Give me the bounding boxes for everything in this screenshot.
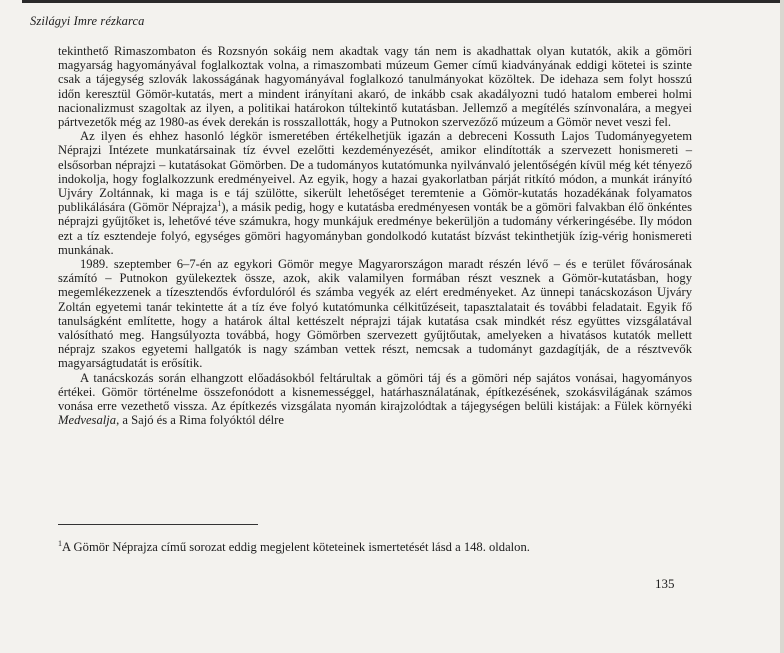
paragraph-4-italic: Medvesalja [58, 413, 117, 428]
paragraph-2 [58, 129, 692, 257]
footnote-ref: 1 [217, 199, 222, 209]
footnote [58, 540, 698, 555]
paragraph-2-rest: ), a másik pedig, hogy e kutatásba eredményesen vonták be a gömöri falvakban élő önkéntes néprajzi gyűjtőket is, lehetővé téve számukra, hogy munkájuk eredménye bekerüljön a tudomány vérkeringésébe. Ily módon ezt a tíz esztendeje folyó, egységes gömöri hagyományban gondolkodó kutatást bízvást tekinthetjük ízig-vérig honismereti munkának. [58, 200, 692, 257]
paragraph-4-text: A tanácskozás során elhangzott előadásokból feltárultak a gömöri táj és a gömöri nép sajátos vonásai, hagyományos értékei. Gömör történelme összefonódott a kisnemességgel, határhasználatának, építkezésének, szokásvilágának számos vonása erre vezethető vissza. Az építkezés vizsgálata nyomán kirajzolódtak a tájegységen belüli kistájak: a Fülek környéki [58, 370, 692, 414]
body-text [58, 44, 692, 427]
footnote-marker: 1 [58, 538, 62, 548]
page-edge [780, 0, 784, 653]
footnote-rule [58, 524, 258, 525]
paragraph-4-rest: , a Sajó és a Rima folyóktól délre [116, 413, 284, 428]
paragraph-2-text: Az ilyen és ehhez hasonló légkör ismeretében értékelhetjük igazán a debreceni Kossuth Lajos Tudományegyetem Néprajzi Intézete munkatársainak tíz évvel ezelőtti kezdeményezését, amikor elindították a szervezett honismereti – elsősorban néprajzi – kutatásokat Gömörben. De a tudományos kutatómunka nyilvánvaló jelentőségén kívül még két tényező indokolja, hogy foglalkozzunk eredményeivel. Az egyik, hogy a hazai gyakorlatban párját ritkító módon, a munkát irányító Ujváry Zoltánnak, ki maga is e táj szülötte, sikerült lehetőséget teremtenie a Gömör-kutatás hozadékának folyamatos publikálására (Gömör Néprajza [58, 129, 692, 215]
top-rule [22, 0, 784, 3]
page-number: 135 [655, 576, 675, 591]
paragraph-3: 1989. szeptember 6–7-én az egykori Gömör megye Magyarországon maradt részén lévő – és e terület fővárosának számító – Putnokon gyülekeztek össze, azok, akik valamilyen formában részt vesznek a Gömör-kutatásban, hogy megemlékezzenek a tízesztendős évfordulóról és számba vegyék az elért eredményeket. Az ünnepi tanácskozáson Ujváry Zoltán egyetemi tanár tekintette át a tíz éve folyó kutatómunka célkitűzéseit, tapasztalatait és további feladatait. Egyik fő tanulságként említette, hogy a határok által kettészelt néprajzi tájak kutatása csak mindkét rész együttes vizsgálatával valósítható meg. Hangsúlyozta továbbá, hogy Gömörben szervezett gyűjtőutak, amelyeken a hivatásos kutatók mellett néprajz szakos egyetemi hallgatók is nagy számban vettek részt, nemcsak a tudományt gazdagítják, de a résztvevők magyarságtudatát is erősítik. [58, 257, 692, 371]
running-head: Szilágyi Imre rézkarca [30, 14, 145, 28]
paragraph-4 [58, 371, 692, 428]
paragraph-1: tekinthető Rimaszombaton és Rozsnyón sokáig nem akadtak vagy tán nem is akadhattak olyan kutatók, akik a gömöri magyarság hagyományával foglalkoztak volna, a rimaszombati múzeum Gemer című kiadványának eddigi kötetei is szinte csak a tájegység szlovák lakosságának hagyományával foglalkozó tanulmányokat közöltek. De idehaza sem folyt hosszú időn keresztül Gömör-kutatás, mert a mindent irányítani akaró, de inkább csak akadályozni tudó hatalom emberei holmi nacionalizmust szagoltak az ilyen, a politikai határokon túltekintő kutatásban. Jellemző a megítélés színvonalára, a megyei pártvezetők még az 1980-as évek derekán is rosszallották, hogy a Putnokon szervezőző múzeum a Gömör nevet veszi fel. [58, 44, 692, 130]
footnote-text: A Gömör Néprajza című sorozat eddig megjelent köteteinek ismertetését lásd a 148. oldalon. [62, 540, 530, 554]
